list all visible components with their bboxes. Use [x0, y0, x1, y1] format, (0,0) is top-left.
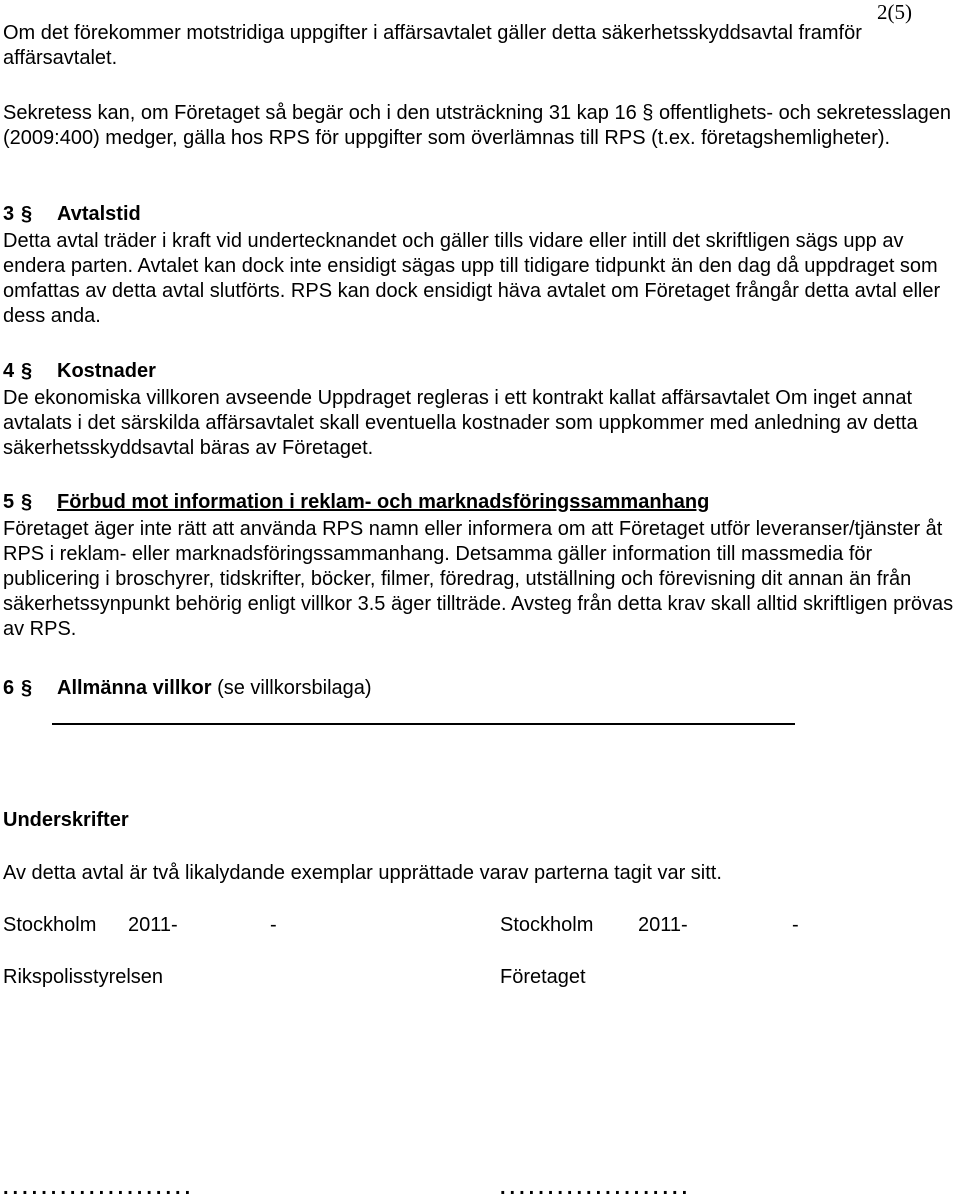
- section-3-title: Avtalstid: [57, 203, 141, 225]
- right-signature-dots: ....................: [500, 1177, 692, 1199]
- left-year: 2011-: [128, 914, 178, 936]
- section-5-number: 5: [3, 491, 15, 513]
- section-6-number: 6: [3, 677, 15, 699]
- intro-paragraph-2: Sekretess kan, om Företaget så begär och i den utsträckning 31 kap 16 § offentlighets- och sekretesslagen (2009:400) medger, gälla hos RPS för uppgifter som överlämnas till RPS (t.ex. företagshemligheter).: [3, 102, 951, 149]
- section-6-symbol: §: [21, 677, 33, 699]
- section-4-body: De ekonomiska villkoren avseende Uppdraget regleras i ett kontrakt kallat affärsavtalet Om inget annat avtalats i det särskilda affärsavtalet skall eventuella kostnader som uppkommer med anledning av detta säkerhetsskyddsavtal bäras av Företaget.: [3, 387, 918, 459]
- section-4-number: 4: [3, 360, 15, 382]
- section-5-heading: [3, 490, 958, 515]
- section-3-number: 3: [3, 203, 15, 225]
- section-4-symbol: §: [21, 360, 33, 382]
- section-6-note: (se villkorsbilaga): [217, 677, 372, 699]
- left-signature-dots: ....................: [3, 1177, 195, 1199]
- right-dash: -: [792, 914, 799, 936]
- section-3-symbol: §: [21, 203, 33, 225]
- left-place: Stockholm: [3, 914, 97, 936]
- section-6-heading: [3, 676, 958, 701]
- section-3-heading: [3, 202, 958, 227]
- left-dash: -: [270, 914, 277, 936]
- section-4-title: Kostnader: [57, 360, 156, 382]
- right-year: 2011-: [638, 914, 688, 936]
- right-party: Företaget: [500, 966, 586, 988]
- section-5-body: Företaget äger inte rätt att använda RPS namn eller informera om att Företaget utför leveranser/tjänster åt RPS i reklam- eller marknadsföringssammanhang. Detsamma gäller information till massmedia för publicering i broschyrer, tidskrifter, böcker, filmer, föredrag, utställning och förevisning dit annan än från säkerhetssynpunkt behörig enligt villkor 3.5 äger tillträde. Avsteg från detta krav skall alltid skriftligen prövas av RPS.: [3, 518, 954, 640]
- section-6-title: Allmänna villkor: [57, 677, 212, 699]
- section-5-symbol: §: [21, 491, 33, 513]
- section-4-heading: [3, 359, 958, 384]
- left-party: Rikspolisstyrelsen: [3, 966, 164, 988]
- section-5-title: Förbud mot information i reklam- och marknadsföringssammanhang: [57, 491, 710, 513]
- signatures-statement: Av detta avtal är två likalydande exemplar upprättade varav parterna tagit var sitt.: [3, 862, 722, 884]
- intro-paragraph-1: Om det förekommer motstridiga uppgifter i affärsavtalet gäller detta säkerhetsskyddsavtal framför affärsavtalet.: [3, 22, 862, 69]
- page-number: 2(5): [877, 0, 912, 24]
- right-place: Stockholm: [500, 914, 594, 936]
- signatures-heading: Underskrifter: [3, 809, 129, 831]
- section-3-body: Detta avtal träder i kraft vid undertecknandet och gäller tills vidare eller intill det skriftligen sägs upp av endera parten. Avtalet kan dock inte ensidigt sägas upp till tidigare tidpunkt än den dag då uppdraget som omfattas av detta avtal slutförts. RPS kan dock ensidigt häva avtalet om Företaget frångår detta avtal eller dess anda.: [3, 230, 941, 327]
- separator-line: [52, 723, 795, 725]
